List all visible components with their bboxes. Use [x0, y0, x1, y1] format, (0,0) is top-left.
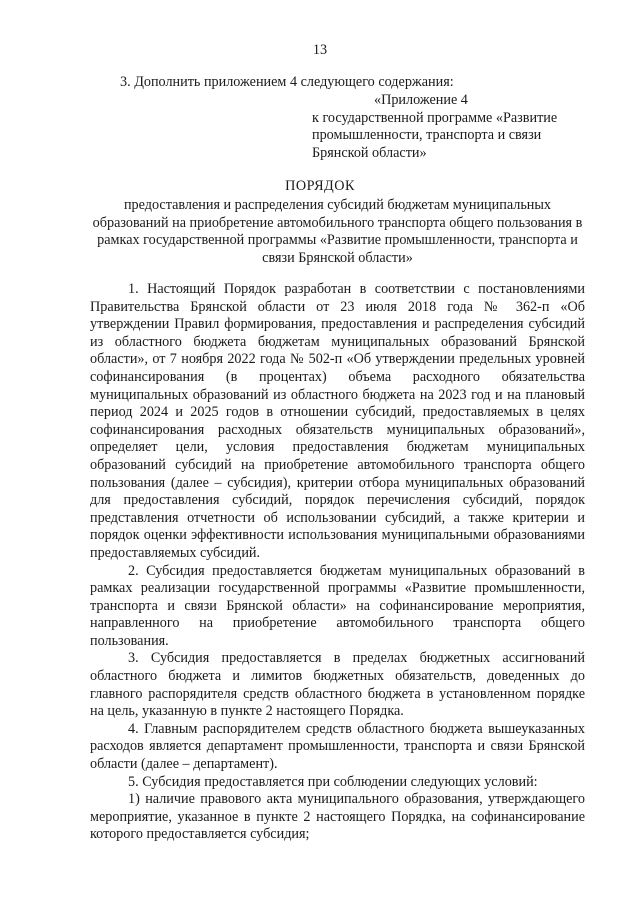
- paragraph-1: 1. Настоящий Порядок разработан в соответствии с постановлениями Правительства Брянской области от 23 июля 2018 года № 362-п «Об утверждении Правил формирования, предоставления и распределения субсидий из областного бюджета бюджетам муниципальных образований Брянской области», от 7 ноября 2022 года № 502-п «Об утверждении предельных уровней софинансирования (в процентах) объема расходного обязательства муниципальных образований из областного бюджета на 2023 год и на плановый период 2024 и 2025 годов в отношении субсидий, предоставляемых в целях софинансирования расходных обязательств муниципальных образований», определяет цели, условия предоставления бюджетам муниципальных образований субсидий на приобретение автомобильного транспорта общего пользования (далее – субсидия), критерии отбора муниципальных образований для предоставления субсидий, порядок перечисления субсидий, порядок представления отчетности об использовании субсидий, а также критерии и порядок оценки эффективности использования муниципальными образованиями предоставляемых субсидий.: [90, 281, 585, 561]
- paragraph-3: 3. Субсидия предоставляется в пределах бюджетных ассигнований областного бюджета и лимитов бюджетных обязательств, доведенных до главного распорядителя средств областного бюджета в установленном порядке на цель, указанную в пункте 2 настоящего Порядка.: [90, 650, 585, 720]
- document-title: ПОРЯДОК: [285, 178, 355, 194]
- appendix-header-line: промышленности, транспорта и связи: [312, 127, 542, 144]
- appendix-header-line: «Приложение 4: [374, 92, 468, 108]
- paragraph-5: 5. Субсидия предоставляется при соблюдении следующих условий:: [128, 773, 538, 790]
- appendix-header-line: Брянской области»: [312, 144, 427, 161]
- appendix-header-line: к государственной программе «Развитие: [312, 109, 558, 126]
- paragraph-4: 4. Главным распорядителем средств областного бюджета вышеуказанных расходов является департамент промышленности, транспорта и связи Брянской области (далее – департамент).: [90, 720, 585, 773]
- appendix-header: [312, 92, 602, 162]
- document-subtitle: предоставления и распределения субсидий бюджетам муниципальных образований на приобретение автомобильного транспорта общего пользования в рамках государственной программы «Развитие промышленности, транспорта и связи Брянской области»: [92, 197, 583, 266]
- body-text: [90, 281, 585, 844]
- page-number: 13: [312, 42, 328, 58]
- paragraph-5-item-1: 1) наличие правового акта муниципального образования, утверждающего мероприятие, указанное в пункте 2 настоящего Порядка, на софинансирование которого предоставляется субсидия;: [90, 791, 585, 843]
- paragraph-2: 2. Субсидия предоставляется бюджетам муниципальных образований в рамках реализации государственной программы «Развитие промышленности, транспорта и связи Брянской области» на софинансирование мероприятия, направленного на приобретение автомобильного транспорта общего пользования.: [90, 562, 585, 649]
- amendment-intro: 3. Дополнить приложением 4 следующего содержания:: [120, 74, 454, 90]
